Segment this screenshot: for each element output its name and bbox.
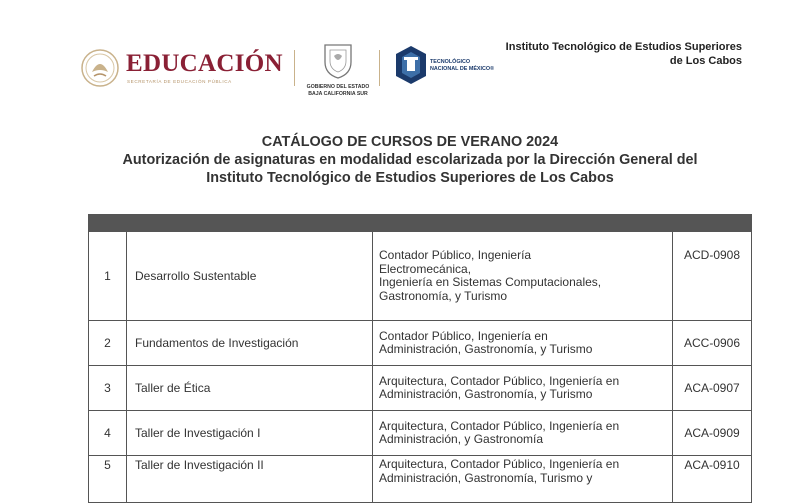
course-name: Taller de Investigación II: [127, 456, 373, 503]
bcs-shield-icon: [322, 42, 354, 80]
logo-divider: [379, 50, 380, 86]
catalog-subtitle-line1: Autorización de asignaturas en modalidad escolarizada por la Dirección General del: [122, 152, 698, 168]
course-number: 2: [89, 321, 127, 366]
logo-divider: [294, 50, 295, 86]
course-name: Taller de Ética: [127, 366, 373, 411]
course-name: Fundamentos de Investigación: [127, 321, 373, 366]
tecnm-logo: [394, 45, 504, 91]
course-key: ACA-0910: [673, 456, 752, 503]
catalog-subtitle-line2: Instituto Tecnológico de Estudios Superiores de Los Cabos: [206, 170, 614, 186]
sep-subtitle: SECRETARÍA DE EDUCACIÓN PÚBLICA: [127, 79, 232, 84]
table-row: [89, 411, 752, 456]
table-row: [89, 321, 752, 366]
course-key: ACA-0909: [673, 411, 752, 456]
course-number: 3: [89, 366, 127, 411]
institute-name: Instituto Tecnológico de Estudios Superiores de Los Cabos: [505, 41, 742, 67]
course-careers: Arquitectura, Contador Público, Ingeniería en Administración, y Gastronomía: [373, 411, 673, 456]
table-row: [89, 232, 752, 321]
course-careers: Arquitectura, Contador Público, Ingeniería en Administración, Gastronomía, Turismo y: [373, 456, 673, 503]
course-careers: Contador Público, Ingeniería en Administración, Gastronomía, y Turismo: [373, 321, 673, 366]
course-key: ACC-0906: [673, 321, 752, 366]
table-row: [89, 456, 752, 503]
sep-educacion-logo: [80, 48, 290, 92]
document-title: [60, 133, 760, 187]
bcs-government-logo: [302, 42, 374, 100]
table-header-row: [89, 215, 752, 232]
tecnm-emblem-icon: [394, 45, 428, 85]
course-name: Desarrollo Sustentable: [127, 232, 373, 321]
course-careers: Arquitectura, Contador Público, Ingeniería en Administración, Gastronomía, y Turismo: [373, 366, 673, 411]
tecnm-logo-text: TECNOLÓGICO NACIONAL DE MÉXICO®: [430, 59, 495, 72]
mexico-eagle-seal-icon: [80, 48, 120, 88]
course-number: 4: [89, 411, 127, 456]
educacion-wordmark: EDUCACIÓN: [126, 50, 283, 77]
course-name: Taller de Investigación I: [127, 411, 373, 456]
bcs-logo-text: GOBIERNO DEL ESTADO BAJA CALIFORNIA SUR: [306, 84, 370, 97]
course-key: ACD-0908: [673, 232, 752, 321]
course-key: ACA-0907: [673, 366, 752, 411]
catalog-title: CATÁLOGO DE CURSOS DE VERANO 2024: [261, 134, 559, 150]
course-number: 5: [89, 456, 127, 503]
table-row: [89, 366, 752, 411]
course-careers: Contador Público, Ingeniería Electromecánica, Ingeniería en Sistemas Computacionales, Gastronomía, y Turismo: [373, 232, 673, 321]
course-number: 1: [89, 232, 127, 321]
